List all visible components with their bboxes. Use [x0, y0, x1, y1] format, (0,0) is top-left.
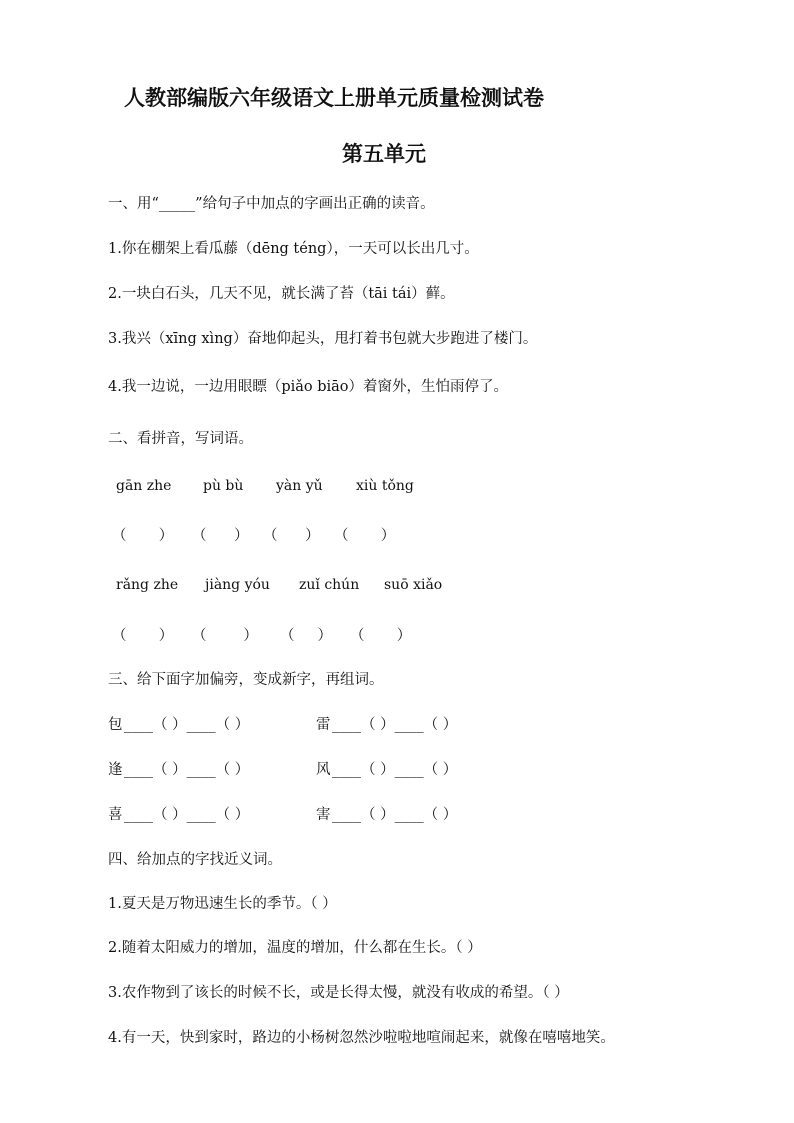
answer-paren[interactable]: （ ）: [192, 628, 258, 644]
answer-paren[interactable]: （ ）: [280, 628, 333, 644]
base-char: 喜: [108, 807, 123, 823]
answer-paren[interactable]: （ ）: [112, 628, 174, 644]
fill-blanks[interactable]: ____（ ）____（ ）: [124, 717, 250, 733]
fill-blanks[interactable]: ____（ ）____（ ）: [332, 762, 458, 778]
pinyin-item: rǎng zhe: [116, 577, 179, 593]
fill-blanks[interactable]: ____（ ）____（ ）: [124, 807, 250, 823]
pinyin-item: zuǐ chún: [299, 577, 360, 593]
section1-item-2: 2.一块白石头，几天不见，就长满了苔（tāi tái）藓。: [108, 286, 455, 302]
pinyin-item: yàn yǔ: [276, 478, 323, 494]
fill-blanks[interactable]: ____（ ）____（ ）: [124, 762, 250, 778]
section4-heading: 四、给加点的字找近义词。: [108, 852, 282, 868]
section1-item-4: 4.我一边说，一边用眼瞟（piǎo biāo）着窗外，生怕雨停了。: [108, 379, 509, 395]
answer-paren[interactable]: （ ）: [192, 528, 249, 544]
base-char: 害: [316, 807, 331, 823]
section2-heading: 二、看拼音，写词语。: [108, 431, 253, 447]
fill-blanks[interactable]: ____（ ）____（ ）: [332, 717, 458, 733]
section3-heading: 三、给下面字加偏旁，变成新字，再组词。: [108, 672, 384, 688]
unit-subtitle: 第五单元: [342, 141, 426, 166]
section4-item-3: 3.农作物到了该长的时候不长，或是长得太慢，就没有收成的希望。（ ）: [108, 985, 569, 1001]
answer-paren[interactable]: （ ）: [350, 628, 412, 644]
section4-item-1: 1.夏天是万物迅速生长的季节。（ ）: [108, 896, 337, 912]
answer-paren[interactable]: （ ）: [263, 528, 320, 544]
answer-paren[interactable]: （ ）: [112, 528, 174, 544]
fill-blanks[interactable]: ____（ ）____（ ）: [332, 807, 458, 823]
section4-item-2: 2.随着太阳威力的增加，温度的增加，什么都在生长。（ ）: [108, 940, 482, 956]
pinyin-item: gān zhe: [116, 478, 172, 494]
section1-heading: 一、用“_____”给句子中加点的字画出正确的读音。: [108, 196, 435, 212]
base-char: 包: [108, 717, 123, 733]
section1-item-3: 3.我兴（xīng xìng）奋地仰起头，甩打着书包就大步跑进了楼门。: [108, 331, 538, 347]
pinyin-item: suō xiǎo: [384, 577, 443, 593]
base-char: 风: [316, 762, 331, 778]
base-char: 逢: [108, 762, 123, 778]
section1-item-1: 1.你在棚架上看瓜藤（dēng téng），一天可以长出几寸。: [108, 241, 479, 257]
base-char: 雷: [316, 717, 331, 733]
title-text: 人教部编版六年级语文上册单元质量检测试卷: [124, 85, 544, 110]
pinyin-item: jiàng yóu: [205, 577, 270, 593]
section4-item-4: 4.有一天，快到家时，路边的小杨树忽然沙啦啦地喧闹起来，就像在嘻嘻地笑。: [108, 1030, 615, 1046]
pinyin-item: xiù tǒng: [356, 478, 414, 494]
answer-paren[interactable]: （ ）: [334, 528, 396, 544]
pinyin-item: pù bù: [203, 478, 244, 494]
